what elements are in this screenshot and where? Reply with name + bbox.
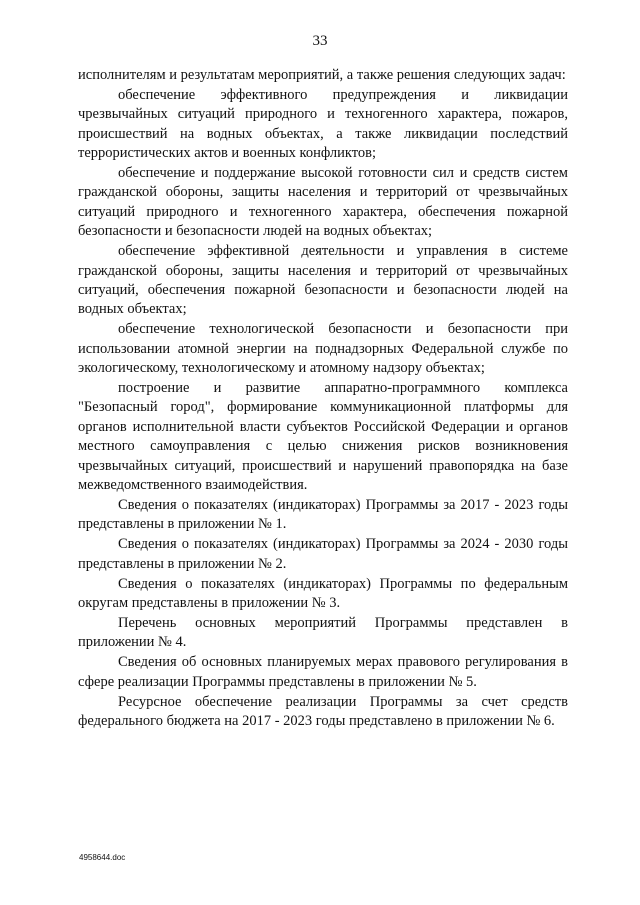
page-number: 33 (312, 33, 328, 49)
paragraph-task-4: обеспечение технологической безопасности и безопасности при использовании атомной энергии на поднадзорных Федеральной службе по экологическому, технологическому и атомному надзору объектах; (78, 321, 568, 377)
footer-filename: 4958644.doc (79, 853, 126, 862)
paragraph-appendix-6: Ресурсное обеспечение реализации Программы за счет средств федерального бюджета на 2017 - 2023 годы представлено в приложении № 6. (78, 693, 568, 729)
paragraph-appendix-4: Перечень основных мероприятий Программы представлен в приложении № 4. (78, 614, 568, 651)
paragraph-task-2: обеспечение и поддержание высокой готовности сил и средств систем гражданской обороны, защиты населения и территорий от чрезвычайных ситуаций природного и техногенного характера, обеспечения пожарной безопасности и безопасности людей на водных объектах; (78, 165, 568, 240)
paragraph-task-3: обеспечение эффективной деятельности и управления в системе гражданской обороны, защиты населения и территорий от чрезвычайных ситуаций, обеспечения пожарной безопасности и безопасности людей на водных объектах; (78, 243, 568, 318)
paragraph-task-1: обеспечение эффективного предупреждения и ликвидации чрезвычайных ситуаций природного и техногенного характера, пожаров, происшествий на водных объектах, а также ликвидации последствий террористических актов и военных конфликтов; (78, 86, 568, 162)
paragraph-appendix-3: Сведения о показателях (индикаторах) Программы по федеральным округам представлены в приложении № 3. (78, 575, 568, 611)
paragraph-appendix-5: Сведения об основных планируемых мерах правового регулирования в сфере реализации Программы представлены в приложении № 5. (78, 654, 568, 690)
paragraph-task-5: построение и развитие аппаратно-программного комплекса "Безопасный город", формирование коммуникационной платформы для органов исполнительной власти субъектов Российской Федерации и органов местного самоуправления с целью снижения рисков возникновения чрезвычайных ситуаций, происшествий и нарушений правопорядка на базе межведомственного взаимодействия. (78, 380, 568, 494)
paragraph-intro: исполнителям и результатам мероприятий, а также решения следующих задач: (78, 67, 566, 83)
paragraph-appendix-2: Сведения о показателях (индикаторах) Программы за 2024 - 2030 годы представлены в приложении № 2. (78, 536, 568, 572)
document-body (78, 66, 568, 732)
paragraph-appendix-1: Сведения о показателях (индикаторах) Программы за 2017 - 2023 годы представлены в приложении № 1. (78, 496, 568, 533)
